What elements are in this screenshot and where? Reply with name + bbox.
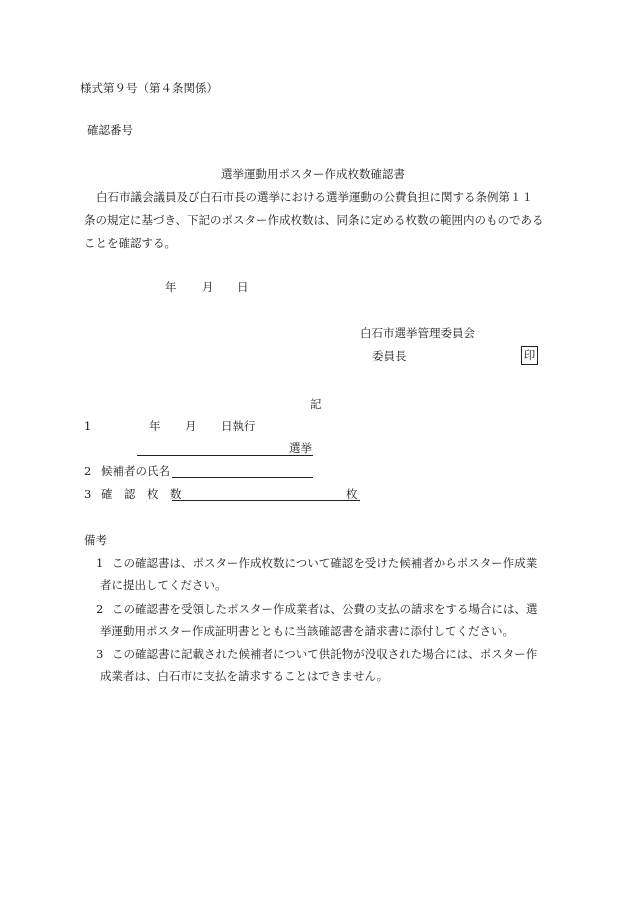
note-1-line-2: 者に提出してください。 (100, 578, 227, 592)
seal-mark: 印 (521, 346, 538, 365)
note-3-line-1: この確認書に記載された候補者について供託物が没収された場合には、ポスター作 (112, 647, 538, 661)
item-3-label: 確 認 枚 数 (101, 487, 182, 501)
note-1-line-1: この確認書は、ポスター作成枚数について確認を受けた候補者からポスター作成業 (112, 556, 538, 570)
notes-heading: 備考 (84, 533, 107, 547)
confirmation-number-label: 確認番号 (87, 123, 133, 137)
issuer-chair-label: 委員長 (372, 349, 407, 363)
note-2-line-2: 挙運動用ポスター作成証明書とともに当該確認書を請求書に添付してください。 (100, 624, 514, 638)
item-1-number: 1 (84, 419, 92, 433)
item-1-month: 月 (185, 419, 197, 433)
body-line-2: 条の規定に基づき、下記のポスター作成枚数は、同条に定める枚数の範囲内のものである (84, 213, 544, 227)
item-2-number: 2 (84, 464, 92, 478)
date-day: 日 (237, 280, 249, 294)
note-2-number: 2 (96, 602, 104, 616)
item-3-number: 3 (84, 487, 92, 501)
note-3-line-2: 成業者は、白石市に支払を請求することはできません。 (100, 669, 389, 683)
item-2-label: 候補者の氏名 (101, 464, 170, 478)
date-year: 年 (165, 280, 177, 294)
note-1-number: 1 (96, 556, 104, 570)
date-month: 月 (202, 280, 214, 294)
election-underline (137, 455, 313, 456)
candidate-name-underline (172, 477, 313, 478)
item-3-unit: 枚 (346, 487, 358, 501)
ki-heading: 記 (310, 397, 322, 411)
count-underline (172, 500, 360, 501)
note-3-number: 3 (96, 647, 104, 661)
body-line-3: ことを確認する。 (84, 236, 176, 250)
form-number: 様式第９号（第４条関係） (80, 81, 218, 95)
note-2-line-1: この確認書を受領したポスター作成業者は、公費の支払の請求をする場合には、選 (112, 602, 538, 616)
issuer-organization: 白石市選挙管理委員会 (360, 326, 475, 340)
item-1-election: 選挙 (289, 441, 312, 455)
item-1-day-exec: 日執行 (221, 419, 256, 433)
document-title: 選挙運動用ポスター作成枚数確認書 (221, 167, 405, 181)
body-line-1: 白石市議会議員及び白石市長の選挙における選挙運動の公費負担に関する条例第１１ (96, 190, 533, 204)
item-1-year: 年 (149, 419, 161, 433)
